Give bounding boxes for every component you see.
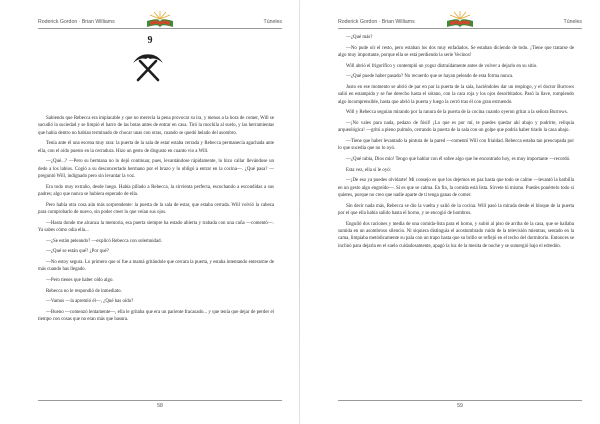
paragraph: —¿Qué se están qué? ¿Por qué? [46, 249, 109, 255]
body-text [338, 34, 574, 253]
page-number: 59 [457, 403, 463, 409]
paragraph: Will y Rebecca seguían mirando por la ranura de la puerta de la cocina cuando oyeron gritar a la señora Burrows. [346, 110, 568, 116]
header-chapter: Túneles [263, 19, 282, 25]
chapter-number: 9 [147, 35, 153, 46]
paragraph: —Hasta donde me alcanza la memoria, esa puerta siempre ha estado abierta y trabada con una cuña —comentó—. Ya sabes cómo odia ella... [38, 220, 274, 233]
header-divider [338, 28, 582, 29]
header-divider [38, 28, 282, 29]
paragraph: —¡De eso ya puedes olvidarte! Mi consejo es que los dejemos en paz hasta que todo se calme —levantó la barbilla en un gesto algo engreído—. Si es que se calma. En fin, la comida está lista. Sírvete tú mismo. Puedes ponértelo todo si quieres, porque no creo que nadie aparte de ti tenga ganas de comer. [338, 178, 574, 198]
page-footer [38, 400, 282, 410]
paragraph: —Pero tienes que haber oído algo. [46, 277, 114, 283]
paragraph: Era todo muy extraño, desde luego. Había pillado a Rebecca, la sirvienta perfecta, escuchando a escondidas a sus padres; algo que nunca se hubiera esperado de ella. [38, 184, 274, 197]
footer-divider [338, 400, 582, 401]
header-author: Roderick Gordon · Brian Williams [338, 19, 415, 25]
paragraph: Sabiendo que Rebecca era implacable y que no merecía la pena provocar su ira, y menos a la hora de comer, Will se sacudió la suciedad y se limpió el barro de las botas antes de entrar en casa. Tiró la mochila al suelo, y las herramientas que había dentro no habían terminado de chocar unas con otras, cuando se quedó helado del asombro. [38, 116, 274, 136]
paragraph: —¿Qué...? —Pero su hermana no lo dejó continuar, pues, levantándose rápidamente, lo hizo callar llevándose un dedo a los labios. Cogió a su desconcertado hermano por el brazo y lo obligó a entrar en la cocina—. ¿Qué pasa? —preguntó Will, indignado pero sin levantar la voz. [38, 159, 274, 179]
paragraph: Justo en ese momento se abrió de par en par la puerta de la sala, haciéndoles dar un respingo, y el doctor Burrows salió en estampida y se fue derecho hasta el sótano, con la cara roja y los ojos desorbitados. Pasó la llave, rompiendo algo incomprensible, hasta que abrió la puerta y luego la cerró tras él con gran estruendo. [338, 85, 574, 105]
page-header [338, 14, 582, 28]
paragraph: —No estoy segura. Lo primero que oí fue a mamá gritándole que cerrara la puerta, y estaba intentando enterarme de más cuando has llegado. [38, 259, 274, 273]
paragraph: —Tiene que haber levantado la pintura de la pared —comentó Will con frialdad. Rebecca estaba tan preocupada por lo que sucedía que no lo oyó. [338, 139, 574, 152]
paragraph: Esta vez, ella sí le oyó: [346, 167, 392, 173]
paragraph: Pero había otra cosa aún más sorprendente: la puerta de la sala de estar, que estaba cerrada. Will volvió la cabeza para comprobarlo de nuevo, sin poder creer lo que veían sus ojos. [38, 202, 274, 215]
paragraph: —¡No vales para nada, pedazo de fósil! ¡Lo que es por mí, te puedes quedar ahí abajo y pudrirte, reliquia arqueológica! —gritó a pleno pulmón, cerrando la puerta de la sala con un golpe que podría haber tirado la casa abajo. [338, 121, 574, 134]
body-text [38, 115, 274, 327]
paragraph: —Vamos —la apremió él—, ¿Qué has oído? [46, 299, 134, 305]
paragraph: Rebecca no le respondió de inmediato. [46, 288, 122, 294]
page-header [38, 14, 282, 28]
paragraph: Tenía ante él una escena muy rara: la puerta de la sala de estar estaba cerrada y Rebecca permanecía agachada ante ella, con el oído puesto en la cerradura. Hizo un gesto de disgusto en cuanto vio a Will. [38, 141, 274, 154]
paragraph: —¿Qué rabia, Dios mío! Tengo que hablar con él sobre algo que he encontrado hoy, es muy importante —recordó. [346, 156, 571, 162]
crossed-pickaxes-icon [130, 49, 166, 85]
paragraph: —¿Se están peleando? —explicó Rebecca con solemnidad. [46, 238, 162, 244]
page-number: 58 [157, 403, 163, 409]
paragraph: Will abrió el frigorífico y contempló un yogur distraídamente antes de volver a dejarlo en su sitio. [346, 63, 538, 69]
paragraph: —Bueno —comenzó lentamente—, ella le gritaba que era un pariente fracasado... y que tenía que dejar de perder el tiempo con cosas que no eran más que basura. [38, 309, 274, 323]
book-logo-icon [143, 10, 177, 30]
paragraph: —¿Qué más? [346, 35, 373, 40]
page-footer [338, 400, 582, 410]
header-author: Roderick Gordon · Brian Williams [38, 19, 115, 25]
right-page [300, 0, 600, 424]
paragraph: —¿Qué puede haber pasado? No recuerdo que se hayan peleado de esta forma nunca. [346, 74, 514, 80]
book-logo-icon [443, 10, 477, 30]
paragraph: Sin decir nada más, Rebecca se dio la vuelta y salió de la cocina. Will pasó la mirada desde el bloque de la puerta por el que ella había salido hasta el horno, y se encogió de hombros. [338, 203, 574, 216]
footer-divider [38, 400, 282, 401]
paragraph: Engulló dos raciones y media de una comida-lista para el horno, y subió al piso de arriba de la casa, que se hallaba sumida en un asombroso silencio. Ni siquiera distinguía el acostumbrado ruido de la televisión mientras, sentado en la cama, limpiaba metódicamente su pala con un trapo hasta que su brillo se reflejó en el techo del dormitorio. Entonces se inclinó para dejarla en el suelo cuidadosamente, apagó la luz de la mesita de noche y se sumergió bajo el edredón. [338, 221, 574, 249]
paragraph: —No pude oír el resto, pero estaban los dos muy enfadados. Se estaban diciendo de todo. ¡Tiene que tratarse de algo muy importante, porque ella se está perdiendo la serie Vecinos! [338, 45, 574, 58]
header-chapter: Túneles [563, 19, 582, 25]
